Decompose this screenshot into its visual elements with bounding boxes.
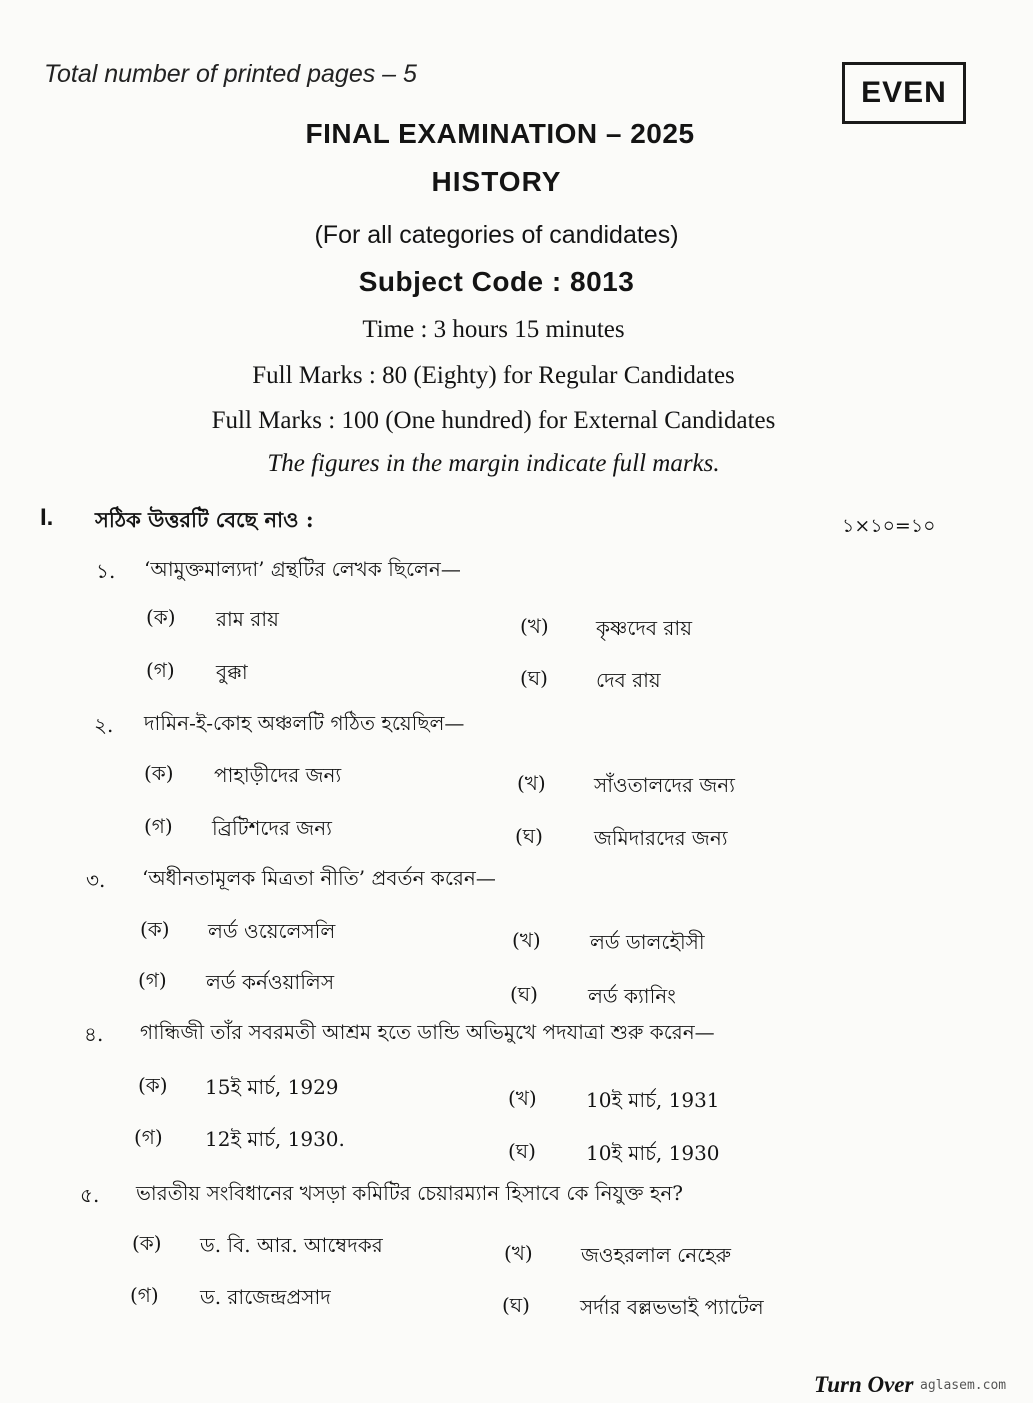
margin-instruction: The figures in the margin indicate full marks. [267,450,720,477]
question-text: ‘অধীনতামূলক মিত্রতা নীতি’ প্রবর্তন করেন— [142,866,496,890]
option-text: বুক্কা [216,660,248,684]
option-text: কৃষ্ণদেব রায় [596,616,692,640]
option-label: (ঘ) [502,1293,530,1317]
option-label: (ক) [140,917,170,941]
option-label: (গ) [146,658,175,682]
question-number: ৩. [86,868,106,892]
subject-title: HISTORY [431,166,562,197]
option-text: দেব রায় [596,668,661,692]
option-label: (খ) [517,771,546,795]
option-label: (ঘ) [520,666,548,690]
option-text: সাঁওতালদের জন্য [594,773,735,797]
option-text: 12ই মার্চ, 1930. [205,1127,345,1151]
option-label: (ঘ) [510,982,538,1006]
candidate-categories: (For all categories of candidates) [314,221,679,249]
question-number: ৫. [80,1183,100,1207]
section-instruction: সঠিক উত্তরটি বেছে নাও : [95,507,314,532]
option-text: 10ই মার্চ, 1931 [586,1088,720,1112]
option-label: (ক) [138,1073,168,1097]
option-label: (গ) [144,814,173,838]
watermark: aglasem.com [920,1378,1007,1393]
option-text: 10ই মার্চ, 1930 [586,1141,720,1165]
option-label: (খ) [512,928,541,952]
question-text: ভারতীয় সংবিধানের খসড়া কমিটির চেয়ারম্যান হিসাবে কে নিযুক্ত হন? [136,1181,684,1205]
subject-code: Subject Code : 8013 [358,266,635,297]
option-text: জওহরলাল নেহেরু [581,1243,732,1267]
question-text: ‘আমুক্তমাল্যদা’ গ্রন্থটির লেখক ছিলেন— [144,557,461,581]
option-label: (ঘ) [515,824,543,848]
set-badge: EVEN [842,62,966,124]
option-text: লর্ড ডালহৌসী [590,930,705,954]
option-label: (খ) [508,1086,537,1110]
question-number: ২. [94,713,114,737]
option-text: লর্ড ওয়েলেসলি [208,919,336,943]
option-text: ড. বি. আর. আম্বেদকর [200,1233,383,1257]
option-label: (খ) [520,614,549,638]
option-label: (গ) [138,968,167,992]
option-label: (খ) [504,1241,533,1265]
option-label: (গ) [134,1125,163,1149]
option-text: রাম রায় [216,607,279,631]
printed-pages-note: Total number of printed pages – 5 [44,60,417,88]
option-label: (ক) [144,761,174,785]
question-text: দামিন-ই-কোহ অঞ্চলটি গঠিত হয়েছিল— [144,711,465,735]
option-text: লর্ড কর্নওয়ালিস [206,970,335,994]
exam-time: Time : 3 hours 15 minutes [362,316,625,343]
option-label: (গ) [130,1283,159,1307]
option-text: লর্ড ক্যানিং [588,984,676,1008]
option-text: 15ই মার্চ, 1929 [205,1075,339,1099]
option-text: ড. রাজেন্দ্রপ্রসাদ [200,1285,331,1309]
option-text: ব্রিটিশদের জন্য [212,816,332,840]
turn-over-note: Turn Over [814,1372,914,1397]
section-number: I. [40,504,54,531]
option-label: (ঘ) [508,1139,536,1163]
question-number: ৪. [84,1022,104,1046]
option-text: জমিদারদের জন্য [594,826,728,850]
option-text: সর্দার বল্লভভাই প্যাটেল [580,1295,764,1319]
option-label: (ক) [146,605,176,629]
option-text: পাহাড়ীদের জন্য [214,763,342,787]
section-marks: ১×১০=১০ [842,515,936,537]
full-marks-external: Full Marks : 100 (One hundred) for External Candidates [211,407,776,434]
option-label: (ক) [132,1231,162,1255]
question-number: ১. [96,559,116,583]
exam-title: FINAL EXAMINATION – 2025 [305,118,695,149]
full-marks-regular: Full Marks : 80 (Eighty) for Regular Candidates [252,362,735,389]
question-text: গান্ধিজী তাঁর সবরমতী আশ্রম হতে ডান্ডি অভিমুখে পদযাত্রা শুরু করেন— [140,1020,715,1044]
